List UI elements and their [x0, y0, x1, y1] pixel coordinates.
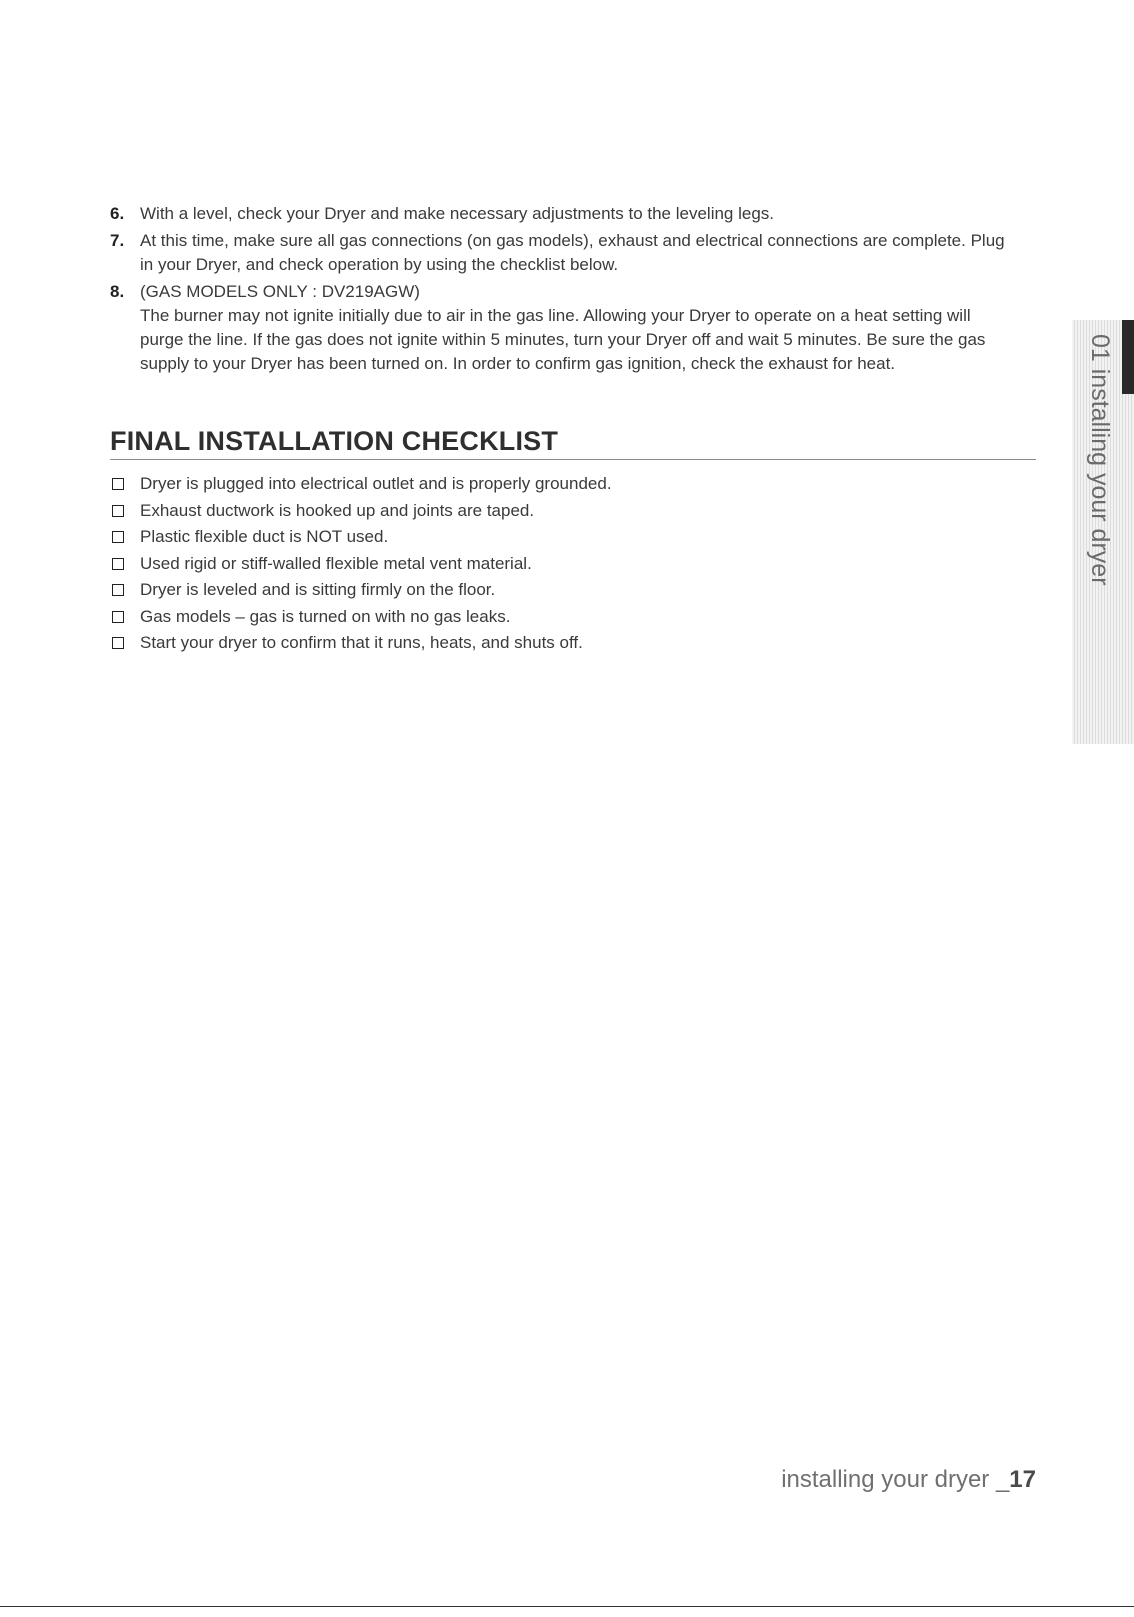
checklist-item — [112, 604, 992, 631]
bottom-divider — [0, 1606, 1134, 1607]
checklist-item-text: Dryer is leveled and is sitting firmly on the floor. — [140, 580, 496, 599]
step-text: At this time, make sure all gas connections (on gas models), exhaust and electrical connections are complete. Plug in your Dryer, and check operation by using the checklist below. — [140, 231, 1005, 274]
title-divider — [110, 459, 1036, 460]
step-number: 8. — [110, 282, 125, 301]
step-text: (GAS MODELS ONLY : DV219AGW) — [140, 282, 420, 301]
footer-section: installing your dryer _ — [781, 1466, 1010, 1493]
final-installation-checklist — [112, 471, 992, 657]
checklist-item-text: Start your dryer to confirm that it runs, heats, and shuts off. — [140, 633, 583, 652]
checkbox-icon — [112, 531, 124, 543]
page-footer — [700, 1465, 1036, 1495]
step-number: 6. — [110, 204, 125, 223]
side-tab-accent — [1122, 320, 1134, 394]
checklist-item-text: Used rigid or stiff-walled flexible metal vent material. — [140, 553, 532, 573]
checkbox-icon — [112, 505, 124, 517]
checklist-item — [112, 551, 992, 578]
checkbox-icon — [112, 584, 124, 596]
checklist-item — [112, 577, 992, 604]
installation-steps — [110, 202, 1010, 379]
step-8 — [110, 280, 1010, 376]
step-6 — [110, 202, 1010, 226]
checkbox-icon — [112, 611, 124, 623]
checkbox-icon — [112, 478, 124, 490]
checklist-item-text: Exhaust ductwork is hooked up and joints are taped. — [140, 500, 535, 520]
step-7 — [110, 229, 1010, 277]
checkbox-icon — [112, 558, 124, 570]
checklist-item — [112, 630, 992, 657]
checklist-item — [112, 524, 992, 551]
page-number: 17 — [1009, 1466, 1036, 1493]
step-detail: The burner may not ignite initially due to air in the gas line. Allowing your Dryer to operate on a heat setting will purge the line. If the gas does not ignite within 5 minutes, turn your Dryer off and wait 5 minutes. Be sure the gas supply to your Dryer has been turned on. In order to confirm gas ignition, check the exhaust for heat. — [140, 306, 986, 373]
checkbox-icon — [112, 637, 124, 649]
side-tab-label: 01 installing your dryer — [1086, 334, 1114, 586]
step-text: With a level, check your Dryer and make necessary adjustments to the leveling legs. — [140, 204, 775, 223]
checklist-item-text: Dryer is plugged into electrical outlet and is properly grounded. — [140, 474, 612, 493]
chapter-side-tab — [1072, 320, 1134, 744]
step-number: 7. — [110, 231, 125, 250]
checklist-item — [112, 471, 992, 498]
checklist-item-text: Plastic flexible duct is NOT used. — [140, 527, 389, 546]
checklist-item — [112, 498, 992, 525]
checklist-item-text: Gas models – gas is turned on with no gas leaks. — [140, 606, 511, 626]
section-title: FINAL INSTALLATION CHECKLIST — [110, 426, 559, 456]
